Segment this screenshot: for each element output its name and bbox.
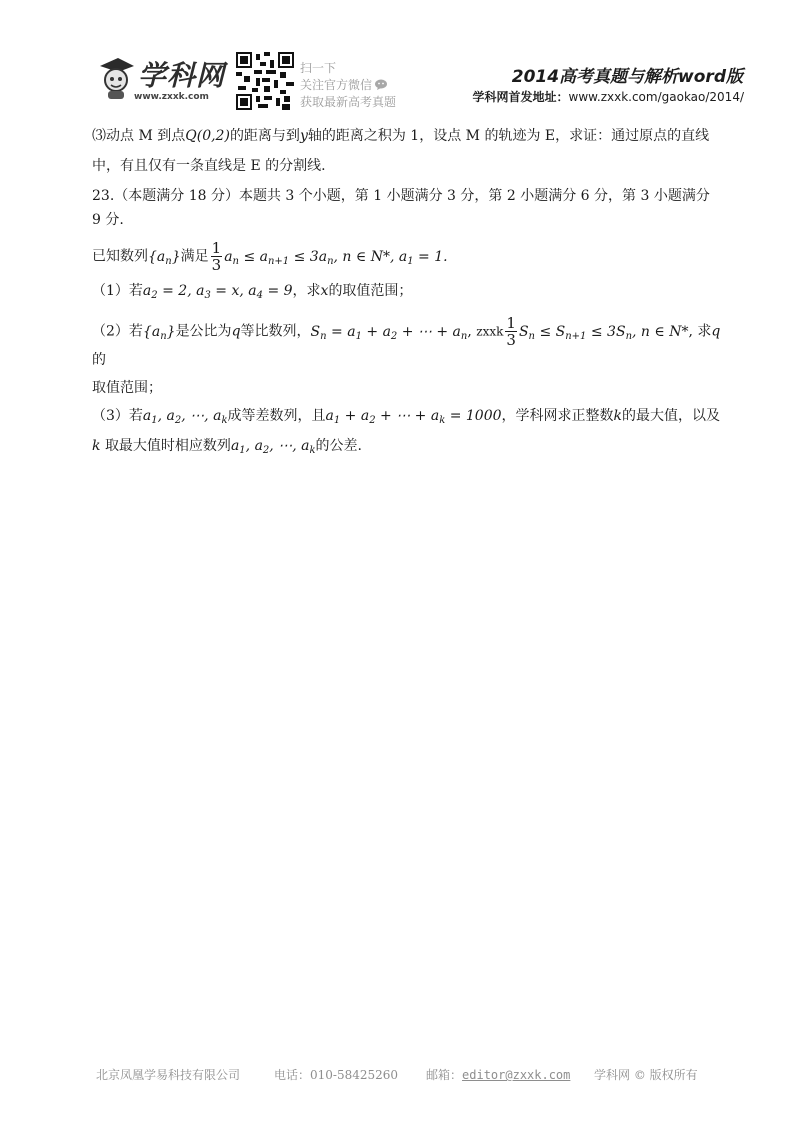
footer-phone: 电话：010-58425260 — [274, 1068, 399, 1082]
problem-23-sub-3: （3）若$a_1$, $a_2$, ⋯, $a_k$成等差数列，且$a_1 + a_2$ + ⋯ + $a_k = 1000$，学科网求正整数k的最大值，以及 — [92, 408, 721, 426]
problem-23-given: 已知数列$\{a_n\}$满足 $\frac{1}{3}$ $a_n \le a_{n+1} \le 3a_n$, n ∈ N*, $a_1 = 1$. — [92, 239, 448, 274]
wechat-icon — [375, 79, 388, 90]
footer-company: 北京凤凰学易科技有限公司 — [96, 1068, 241, 1082]
problem-23-sub-3-cont: k 取最大值时相应数列$a_1$, $a_2$, ⋯, $a_k$的公差. — [92, 438, 362, 456]
banner-url[interactable]: www.zxxk.com/gaokao/2014/ — [568, 90, 744, 104]
qr-caption-line-2: 关注官方微信 — [300, 77, 396, 94]
problem-23-sub-2: （2）若$\{a_n\}$是公比为q等比数列，$S_n = a_1 + a_2$ + ⋯ + $a_n$, zxxk $\frac{1}{3}$ $S_n \le S_{n+1} \le 3S_n$, n ∈ N*, 求q的 — [92, 314, 721, 368]
logo-text: 学科网 — [138, 59, 226, 92]
page-header — [0, 0, 800, 125]
qr-caption — [300, 60, 396, 111]
problem-23-sub-2-cont: 取值范围； — [92, 380, 162, 396]
mascot-icon — [96, 56, 136, 100]
qr-caption-line-3: 获取最新高考真题 — [300, 95, 397, 109]
footer-copyright: 学科网 © 版权所有 — [594, 1068, 698, 1082]
problem-23-sub-1: （1）若$a_2 = 2$, $a_3 = x$, $a_4 = 9$，求x的取值范围； — [92, 283, 413, 301]
problem-22-part-3: ⑶动点 M 到点Q(0,2)的距离与到y轴的距离之积为 1，设点 M 的轨迹为 E，求证：通过原点的直线 — [92, 128, 710, 144]
zxxk-logo[interactable] — [96, 52, 226, 108]
banner-title: 2014高考真题与解析word版 — [511, 67, 743, 87]
problem-23-intro: 23.（本题满分 18 分）本题共 3 个小题，第 1 小题满分 3 分，第 2 小题满分 6 分，第 3 小题满分 9 分. — [92, 188, 710, 228]
footer-email-line: 邮箱：editor@zxxk.com — [426, 1068, 571, 1082]
problem-22-part-3-cont: 中，有且仅有一条直线是 E 的分割线. — [92, 158, 326, 174]
exam-content — [92, 124, 722, 458]
qr-code-icon[interactable] — [236, 52, 294, 110]
qr-caption-line-1: 扫一下 — [300, 61, 337, 75]
logo-url: www.zxxk.com — [134, 92, 209, 102]
footer-email-link[interactable]: editor@zxxk.com — [462, 1068, 571, 1082]
banner-url-line[interactable]: 学科网首发地址：www.zxxk.com/gaokao/2014/ — [472, 90, 744, 104]
